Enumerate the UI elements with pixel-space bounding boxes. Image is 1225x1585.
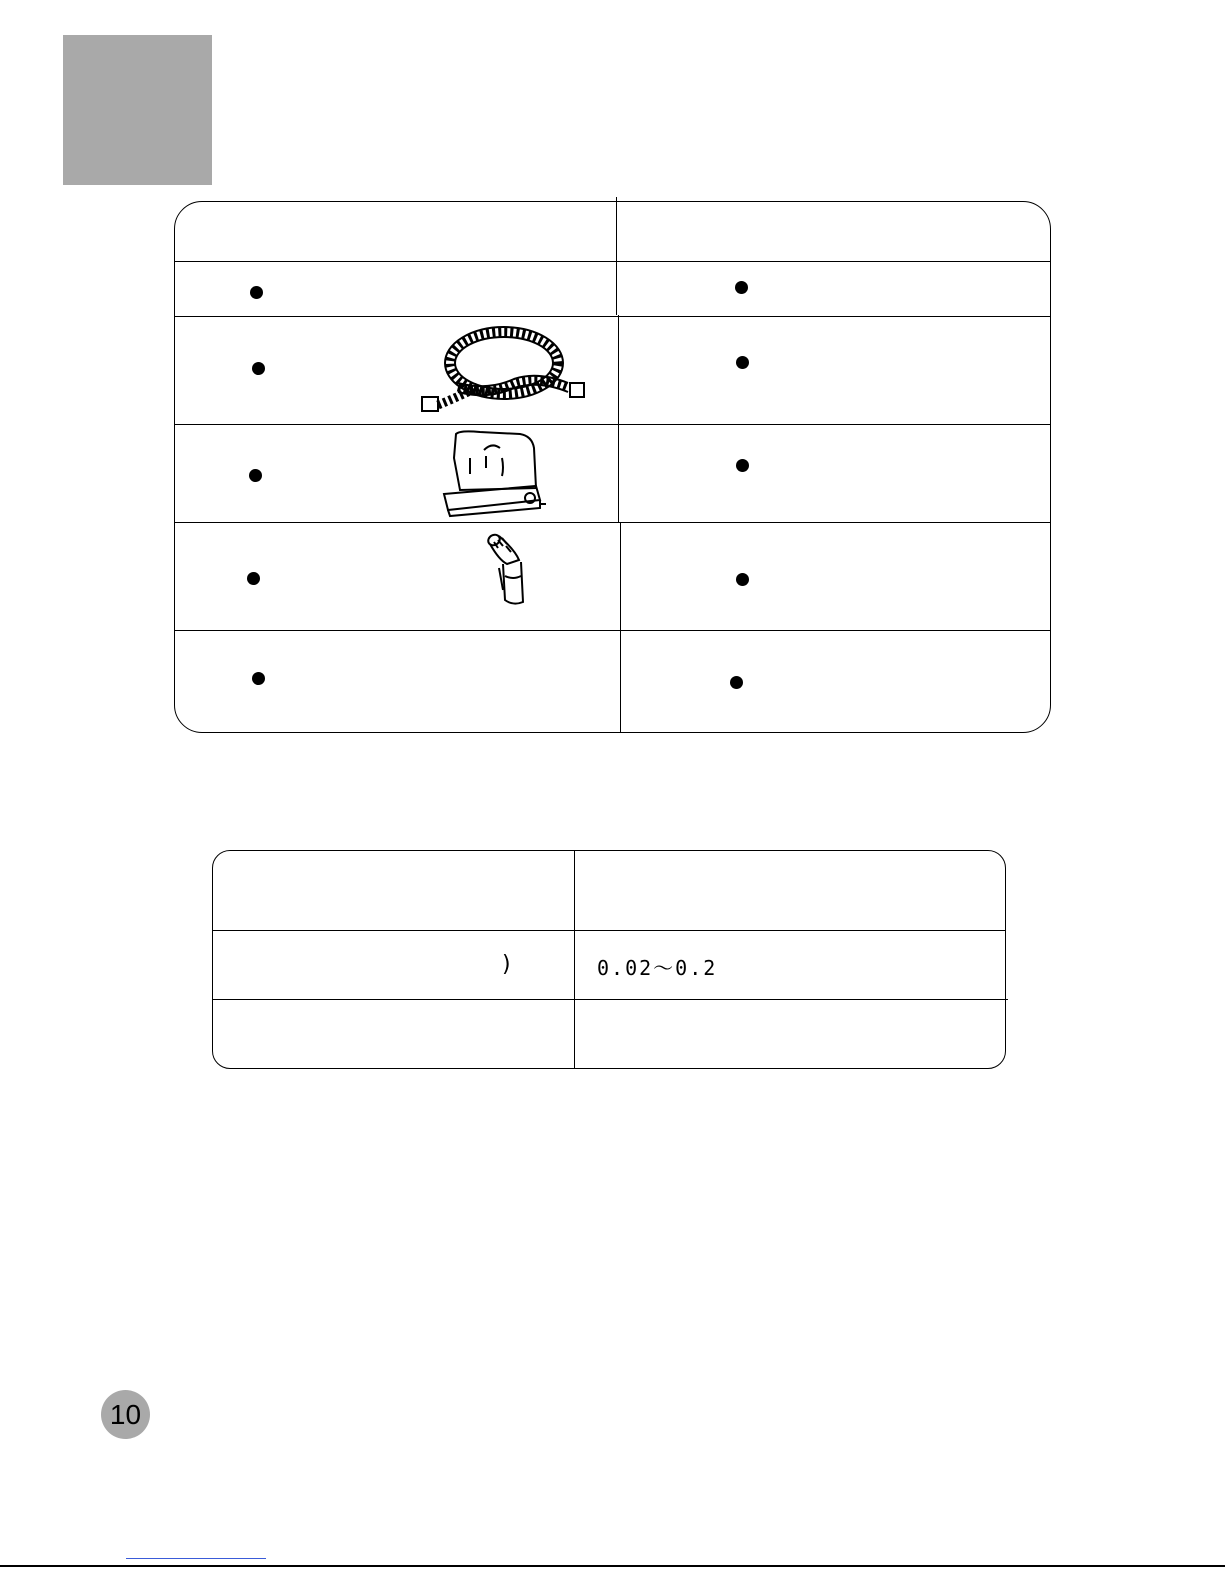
bullet-icon [736, 459, 749, 472]
bullet-icon [250, 286, 263, 299]
table-divider [616, 197, 617, 315]
filter-bag-icon [440, 428, 548, 520]
footer-rule [0, 1565, 1225, 1567]
hose-elbow-icon [485, 530, 535, 608]
footer-link-underline [126, 1558, 266, 1559]
page-number: 10 [101, 1390, 150, 1439]
bullet-icon [252, 362, 265, 375]
row-separator [174, 630, 1051, 631]
bullet-icon [736, 356, 749, 369]
coiled-hose-icon [418, 325, 590, 417]
spec-row-value: 0.02～0.2 [597, 956, 718, 980]
accessories-table [174, 201, 1051, 733]
bullet-icon [249, 469, 262, 482]
row-separator [212, 930, 1006, 931]
bullet-icon [736, 573, 749, 586]
bullet-icon [735, 281, 748, 294]
row-separator [174, 316, 1051, 317]
row-separator [174, 261, 1051, 262]
bullet-icon [252, 672, 265, 685]
bullet-icon [730, 676, 743, 689]
row-separator [174, 424, 1051, 425]
row-separator [174, 522, 1051, 523]
bullet-icon [247, 572, 260, 585]
spec-row-paren: ) [502, 952, 511, 977]
table-divider [574, 850, 575, 1069]
row-separator [212, 999, 1008, 1000]
table-divider [620, 523, 621, 733]
section-header-block [63, 35, 212, 185]
table-divider [618, 315, 619, 523]
